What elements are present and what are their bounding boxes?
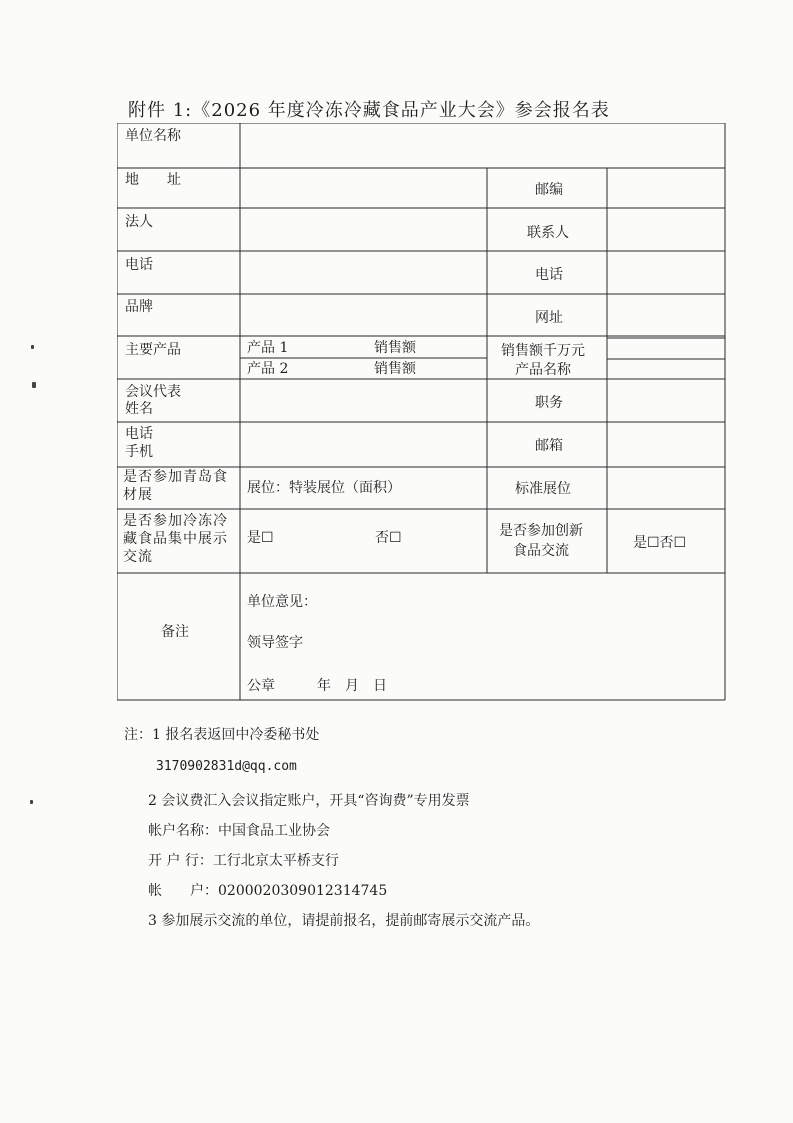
note-bank: 开 户 行：工行北京太平桥支行 <box>148 853 339 869</box>
label-standard-booth: 标准展位 <box>515 481 571 497</box>
label-product-1: 产品 1 <box>247 340 289 356</box>
label-postcode: 邮编 <box>535 182 563 198</box>
label-product-name: 产品名称 <box>515 362 571 378</box>
label-sales-2: 销售额 <box>374 361 416 377</box>
label-brand: 品牌 <box>125 299 153 315</box>
label-innovation-question: 是否参加创新 <box>499 523 583 539</box>
label-unit-opinion: 单位意见： <box>247 594 317 610</box>
checkbox-innovation-yes-no[interactable]: 是☐否☐ <box>633 535 687 551</box>
label-tel: 电话 <box>125 426 153 442</box>
table-grid-lines <box>117 123 727 703</box>
scan-speck <box>30 800 33 804</box>
label-booth: 展位：特装展位（面积） <box>247 480 401 496</box>
label-main-products: 主要产品 <box>125 342 181 358</box>
note-account-number: 帐 户：0200020309012314745 <box>148 883 388 899</box>
label-innovation-exchange: 食品交流 <box>513 543 569 559</box>
checkbox-exhibit-no[interactable]: 否☐ <box>375 530 402 546</box>
label-phone: 电话 <box>125 257 153 273</box>
label-product-2: 产品 2 <box>247 361 289 377</box>
label-exhibit-question: 是否参加冷冻冷藏食品集中展示交流 <box>123 513 228 565</box>
scan-speck <box>32 382 36 388</box>
label-mobile: 手机 <box>125 444 153 460</box>
label-qingdao-question: 是否参加青岛食材展 <box>123 469 228 503</box>
note-2: 2 会议费汇入会议指定账户，开具“咨询费”专用发票 <box>148 793 470 809</box>
label-unit-name: 单位名称 <box>125 128 181 144</box>
label-position: 职务 <box>535 395 563 411</box>
note-account-name: 帐户名称：中国食品工业协会 <box>148 823 330 839</box>
note-email: 3170902831d@qq.com <box>156 759 297 774</box>
label-delegate-name: 姓名 <box>125 401 153 417</box>
label-sales-1: 销售额 <box>374 340 416 356</box>
label-email: 邮箱 <box>535 438 563 454</box>
label-address: 地 址 <box>125 172 181 188</box>
label-remarks: 备注 <box>161 624 189 640</box>
checkbox-exhibit-yes[interactable]: 是☐ <box>247 530 274 546</box>
label-sales-header: 销售额千万元 <box>501 343 585 359</box>
page-title: 附件 1:《2026 年度冷冻冷藏食品产业大会》参会报名表 <box>128 100 610 121</box>
label-leader-signature: 领导签字 <box>247 635 303 651</box>
label-phone-2: 电话 <box>535 267 563 283</box>
scan-speck <box>31 345 34 349</box>
note-3: 3 参加展示交流的单位，请提前报名，提前邮寄展示交流产品。 <box>148 913 540 929</box>
label-delegate: 会议代表 <box>125 384 181 400</box>
note-1: 注：1 报名表返回中冷委秘书处 <box>124 727 320 743</box>
registration-table <box>117 123 725 701</box>
label-contact: 联系人 <box>527 225 569 241</box>
label-website: 网址 <box>535 310 563 326</box>
label-legal-person: 法人 <box>125 214 153 230</box>
label-seal-date: 公章 年 月 日 <box>247 678 387 694</box>
